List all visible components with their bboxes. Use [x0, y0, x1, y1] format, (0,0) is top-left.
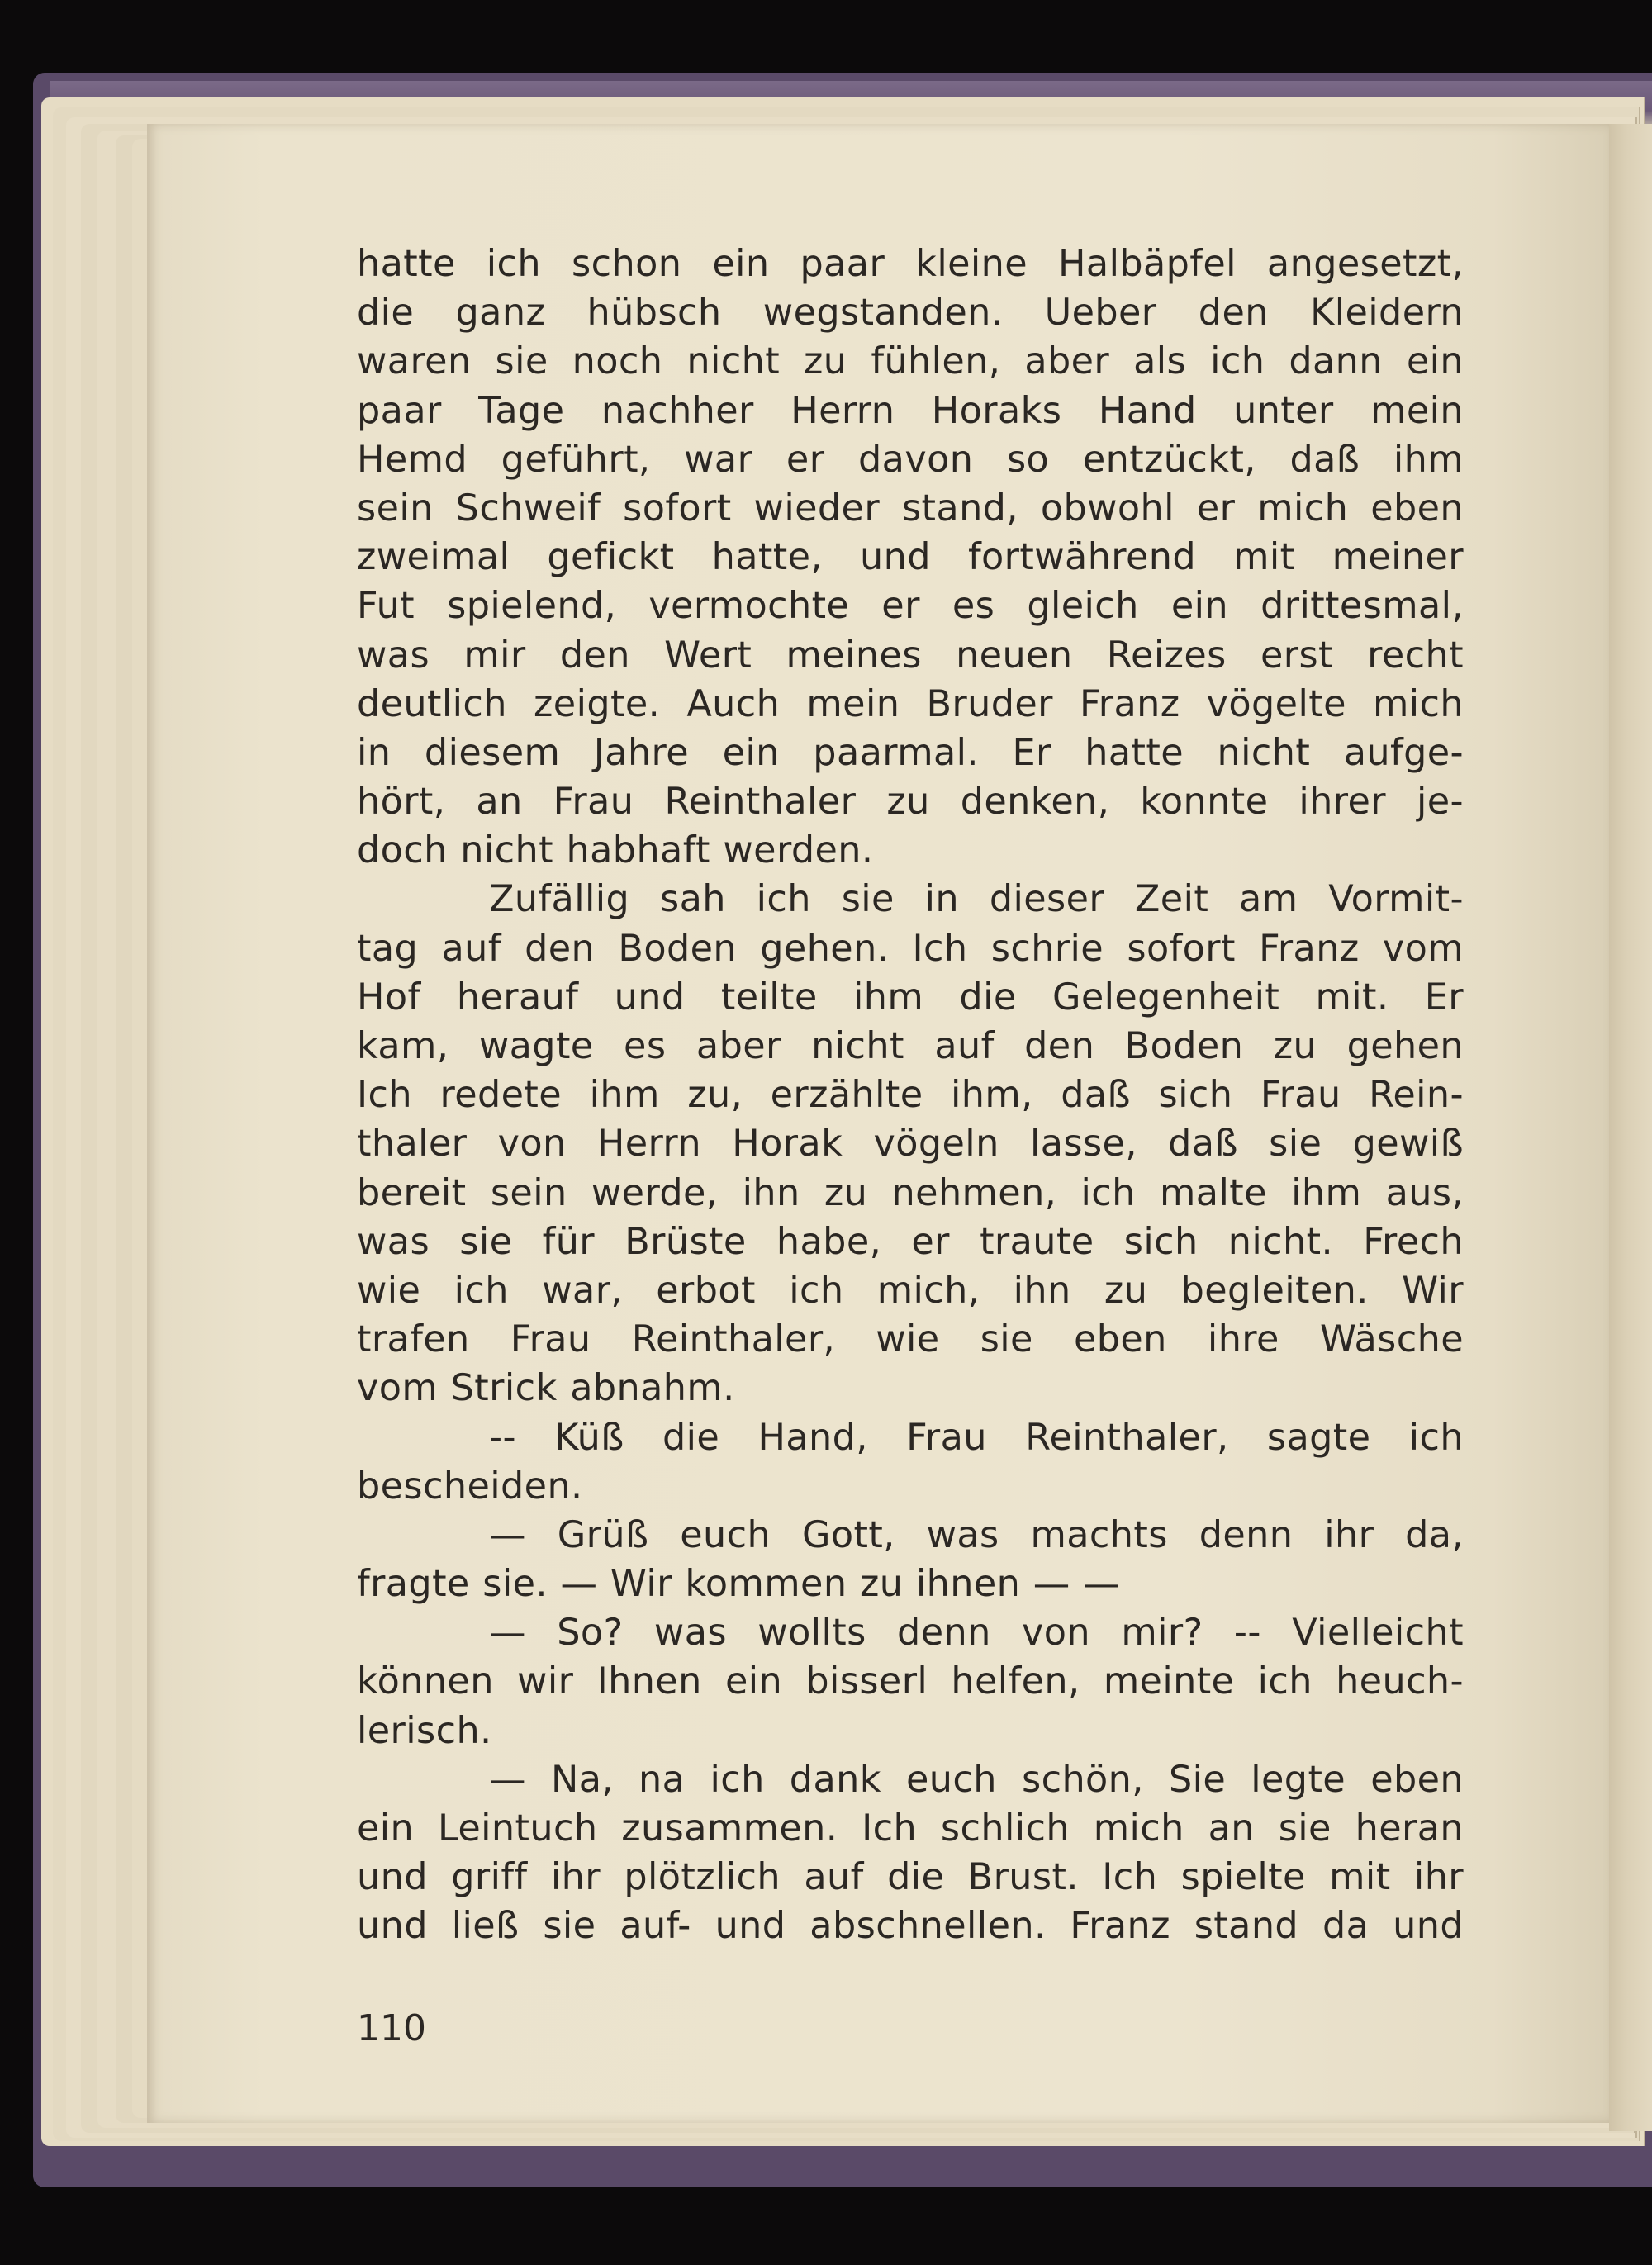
- text-line: tag auf den Boden gehen. Ich schrie sofort Franz vom: [357, 927, 1464, 970]
- text-line: — Na, na ich dank euch schön, Sie legte eben: [489, 1758, 1464, 1801]
- text-line: vom Strick abnahm.: [357, 1367, 735, 1410]
- text-line: und ließ sie auf- und abschnellen. Franz stand da und: [357, 1905, 1464, 1948]
- text-line: die ganz hübsch wegstanden. Ueber den Kleidern: [357, 292, 1464, 335]
- text-line: fragte sie. — Wir kommen zu ihnen — —: [357, 1563, 1121, 1606]
- text-line: hört, an Frau Reinthaler zu denken, konnte ihrer je-: [357, 781, 1464, 824]
- text-line: können wir Ihnen ein bisserl helfen, meinte ich heuch-: [357, 1660, 1464, 1703]
- text-line: doch nicht habhaft werden.: [357, 829, 874, 872]
- text-line: was mir den Wert meines neuen Reizes erst recht: [357, 634, 1464, 677]
- text-line: hatte ich schon ein paar kleine Halbäpfel angesetzt,: [357, 243, 1464, 285]
- text-line: Zufällig sah ich sie in dieser Zeit am Vormit-: [489, 878, 1464, 921]
- book-gutter: [1609, 124, 1652, 2131]
- text-line: und griff ihr plötzlich auf die Brust. Ich spielte mit ihr: [357, 1856, 1464, 1899]
- text-line: zweimal gefickt hatte, und fortwährend mit meiner: [357, 536, 1464, 579]
- text-line: kam, wagte es aber nicht auf den Boden zu gehen: [357, 1025, 1464, 1067]
- text-line: paar Tage nachher Herrn Horaks Hand unter mein: [357, 389, 1464, 432]
- text-line: sein Schweif sofort wieder stand, obwohl er mich eben: [357, 487, 1464, 529]
- text-line: bereit sein werde, ihn zu nehmen, ich malte ihm aus,: [357, 1171, 1464, 1214]
- text-line: thaler von Herrn Horak vögeln lasse, daß sie gewiß: [357, 1123, 1464, 1166]
- text-line: deutlich zeigte. Auch mein Bruder Franz vögelte mich: [357, 682, 1464, 725]
- text-line: wie ich war, erbot ich mich, ihn zu begleiten. Wir: [357, 1269, 1464, 1312]
- text-line: -- Küß die Hand, Frau Reinthaler, sagte ich: [489, 1416, 1464, 1459]
- text-line: ein Leintuch zusammen. Ich schlich mich an sie heran: [357, 1807, 1464, 1850]
- page-number: 110: [357, 2007, 426, 2049]
- text-line: waren sie noch nicht zu fühlen, aber als ich dann ein: [357, 340, 1464, 383]
- page-text: [357, 240, 1464, 1951]
- text-line: in diesem Jahre ein paarmal. Er hatte nicht aufge-: [357, 731, 1464, 774]
- text-line: Hemd geführt, war er davon so entzückt, daß ihm: [357, 438, 1464, 481]
- text-line: lerisch.: [357, 1709, 492, 1752]
- text-line: Fut spielend, vermochte er es gleich ein drittesmal,: [357, 585, 1464, 628]
- text-line: Hof herauf und teilte ihm die Gelegenheit mit. Er: [357, 976, 1464, 1019]
- text-line: trafen Frau Reinthaler, wie sie eben ihre Wäsche: [357, 1318, 1464, 1361]
- text-line: was sie für Brüste habe, er traute sich nicht. Frech: [357, 1220, 1464, 1263]
- text-line: bescheiden.: [357, 1465, 583, 1508]
- text-line: Ich redete ihm zu, erzählte ihm, daß sich Frau Rein-: [357, 1074, 1464, 1117]
- text-line: — So? was wollts denn von mir? -- Vielleicht: [489, 1612, 1464, 1655]
- text-line: — Grüß euch Gott, was machts denn ihr da,: [489, 1513, 1464, 1556]
